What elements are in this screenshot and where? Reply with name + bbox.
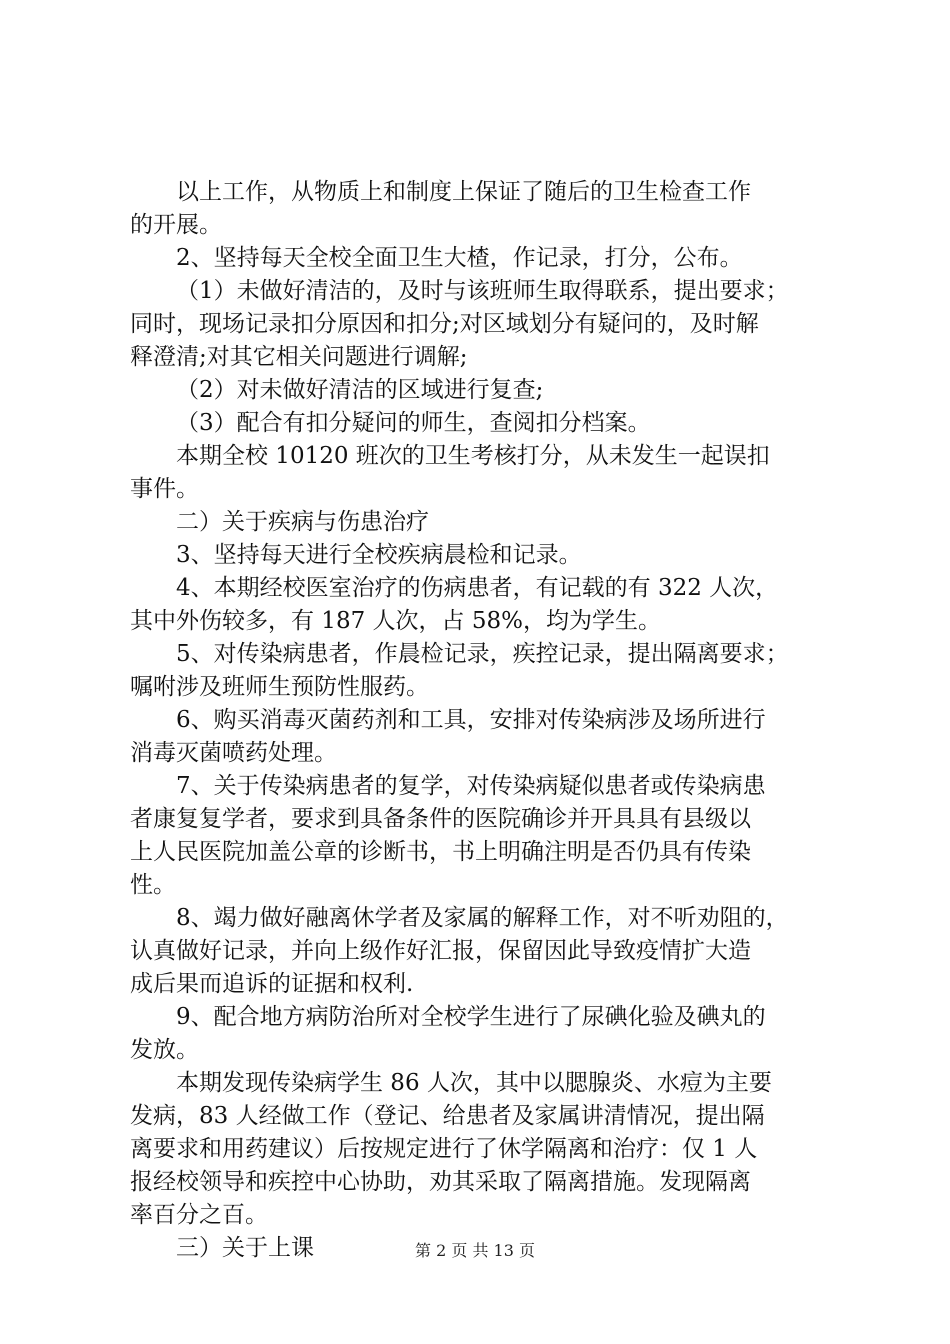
- text-line: 事件。: [130, 476, 199, 502]
- section-heading: 三）关于上课: [176, 1235, 314, 1261]
- text-line: 7、关于传染病患者的复学，对传染病疑似患者或传染病患: [176, 773, 766, 799]
- text-line: 本期全校 10120 班次的卫生考核打分，从未发生一起误扣: [176, 443, 770, 469]
- text-line: （2）对未做好清洁的区域进行复查;: [176, 377, 544, 403]
- text-line: 5、对传染病患者，作晨检记录，疾控记录，提出隔离要求；: [176, 641, 789, 667]
- text-line: 离要求和用药建议）后按规定进行了休学隔离和治疗：仅 1 人: [130, 1136, 758, 1162]
- text-line: 本期发现传染病学生 86 人次，其中以腮腺炎、水痘为主要: [176, 1070, 772, 1096]
- text-line: 同时，现场记录扣分原因和扣分;对区域划分有疑问的，及时解: [130, 311, 759, 337]
- text-line: 3、坚持每天进行全校疾病晨检和记录。: [176, 542, 582, 568]
- text-line: 认真做好记录，并向上级作好汇报，保留因此导致疫情扩大造: [130, 938, 751, 964]
- text-line: 者康复复学者，要求到具备条件的医院确诊并开具具有县级以: [130, 806, 751, 832]
- page-number-footer: 第 2 页 共 13 页: [415, 1241, 535, 1260]
- text-line: 4、本期经校医室治疗的伤病患者，有记载的有 322 人次，: [176, 575, 779, 601]
- document-body: [130, 176, 830, 1265]
- text-line: 释澄清;对其它相关问题进行调解;: [130, 344, 468, 370]
- text-line: 2、坚持每天全校全面卫生大楂，作记录，打分，公布。: [176, 245, 743, 271]
- text-line: 的开展。: [130, 212, 222, 238]
- text-line: 6、购买消毒灭菌药剂和工具，安排对传染病涉及场所进行: [176, 707, 766, 733]
- text-line: 报经校领导和疾控中心协助，劝其采取了隔离措施。发现隔离: [130, 1169, 751, 1195]
- text-line: 嘱咐涉及班师生预防性服药。: [130, 674, 429, 700]
- text-line: 消毒灭菌喷药处理。: [130, 740, 337, 766]
- text-line: 率百分之百。: [130, 1202, 268, 1228]
- text-line: 性。: [130, 872, 176, 898]
- text-line: 发病，83 人经做工作（登记、给患者及家属讲清情况，提出隔: [130, 1103, 765, 1129]
- text-line: 发放。: [130, 1037, 199, 1063]
- text-line: （3）配合有扣分疑问的师生，查阅扣分档案。: [176, 410, 651, 436]
- text-line: 8、竭力做好融离休学者及家属的解释工作，对不听劝阻的，: [176, 905, 789, 931]
- text-line: 以上工作，从物质上和制度上保证了随后的卫生检查工作: [176, 179, 751, 205]
- text-line: 成后果而追诉的证据和权利.: [130, 971, 414, 997]
- text-line: 上人民医院加盖公章的诊断书，书上明确注明是否仍具有传染: [130, 839, 751, 865]
- text-line: （1）未做好清洁的，及时与该班师生取得联系，提出要求；: [176, 278, 789, 304]
- text-line: 其中外伤较多，有 187 人次，占 58%，均为学生。: [130, 608, 661, 634]
- text-line: 9、配合地方病防治所对全校学生进行了尿碘化验及碘丸的: [176, 1004, 766, 1030]
- section-heading: 二）关于疾病与伤患治疗: [176, 509, 429, 535]
